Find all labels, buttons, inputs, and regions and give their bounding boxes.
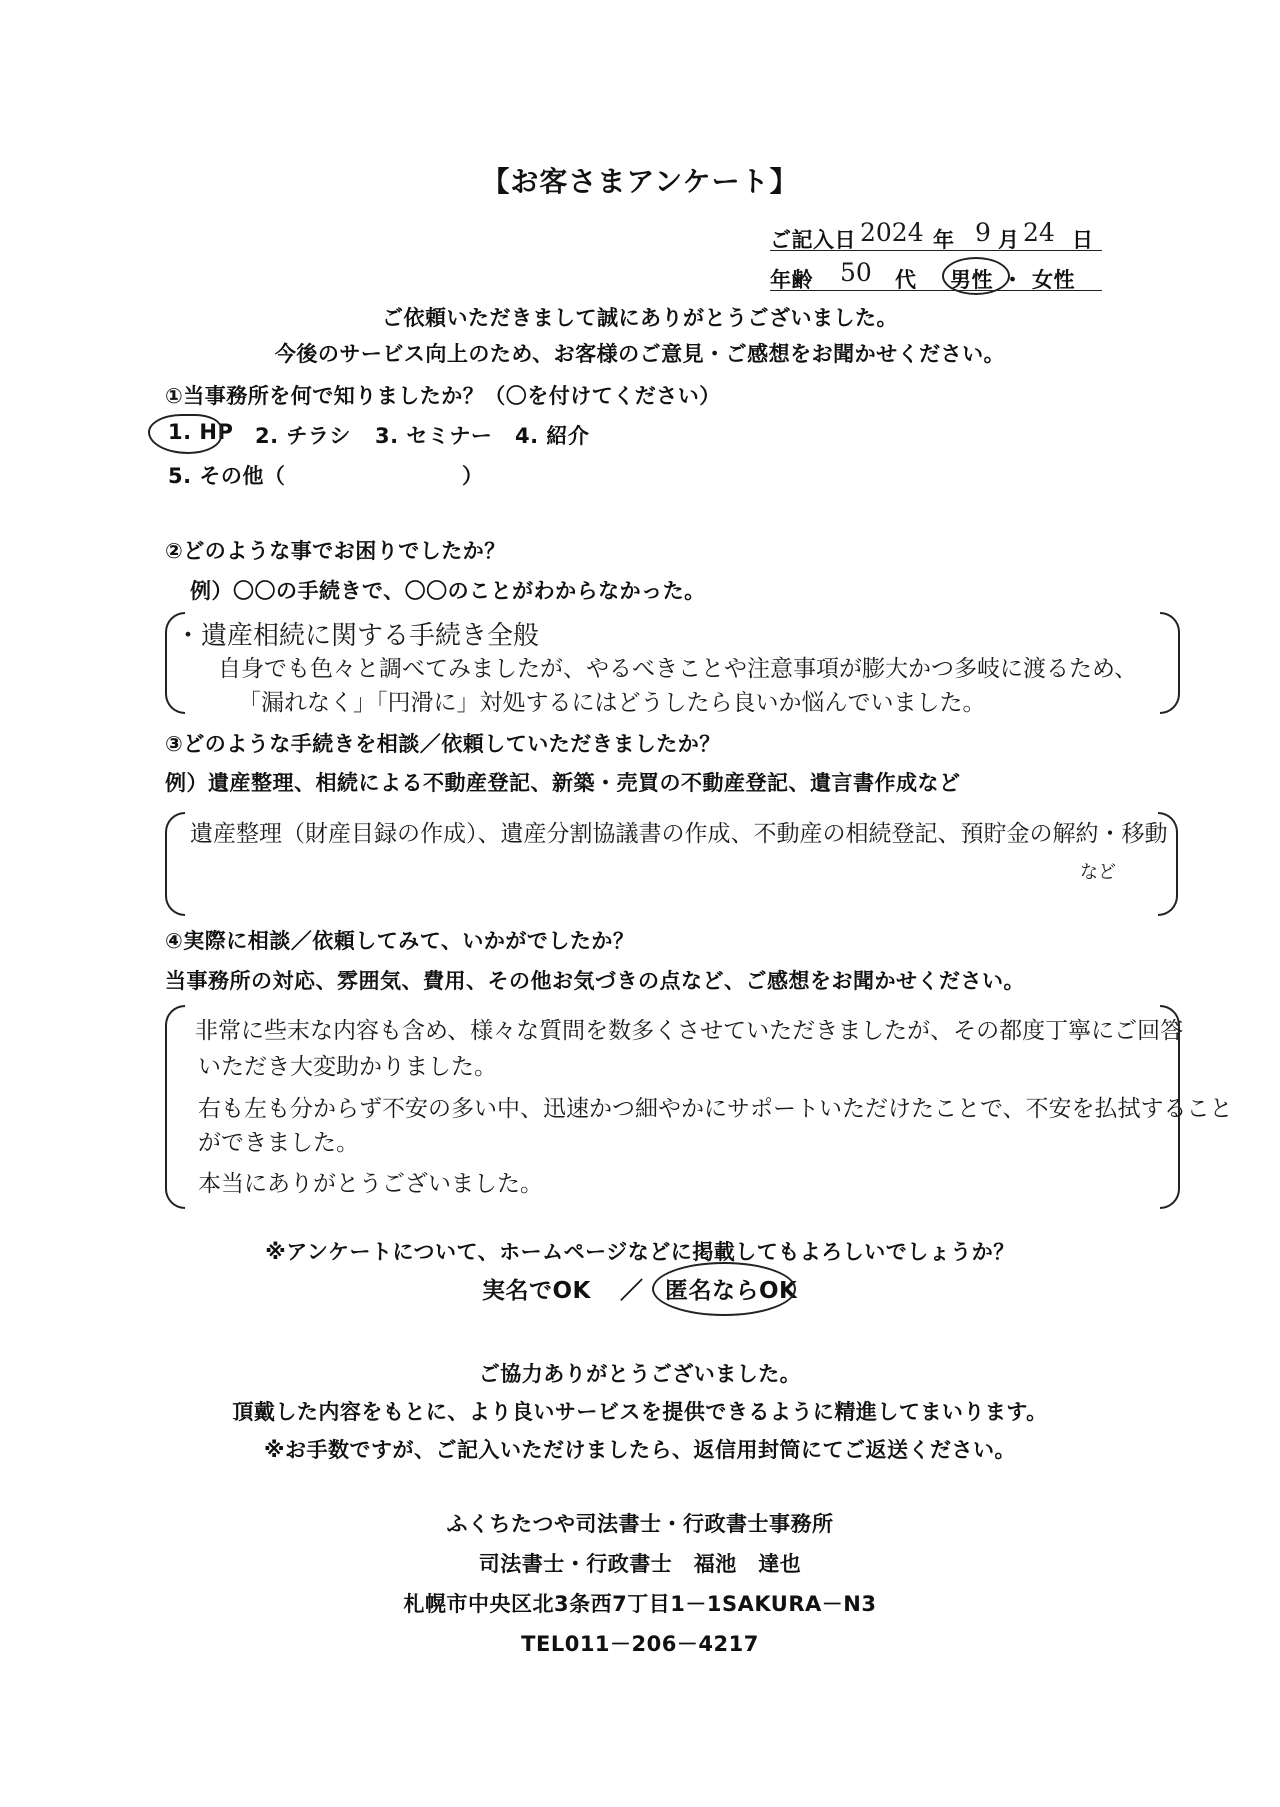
q3-question: ③どのような手続きを相談／依頼していただきましたか？	[165, 732, 721, 756]
date-underline	[770, 250, 1102, 251]
closing-line-1: ご協力ありがとうございました。	[478, 1362, 802, 1386]
q3-answer-line-1: 遺産整理（財産目録の作成）、遺産分割協議書の作成、不動産の相続登記、預貯金の解約・移動	[190, 821, 1168, 847]
intro-line-2: 今後のサービス向上のため、お客様のご意見・ご感想をお聞かせください。	[274, 342, 1006, 366]
survey-title: 【お客さまアンケート】	[481, 165, 799, 198]
date-label: ご記入日	[770, 228, 856, 252]
q4-answer-line-4: ができました。	[198, 1130, 359, 1156]
footer-address: 札幌市中央区北3条西7丁目1－1SAKURA－N3	[403, 1592, 877, 1616]
q1-option-hp: 1. HP	[168, 420, 234, 444]
q3-answer-line-2: など	[1080, 862, 1116, 883]
age-suffix: 代	[895, 268, 917, 292]
month-label: 月	[998, 228, 1020, 252]
q2-question: ②どのような事でお困りでしたか？	[165, 539, 506, 563]
q1-option-other-close: ）	[462, 464, 484, 488]
age-underline	[770, 290, 1102, 291]
q1-option-flyer: 2. チラシ	[255, 424, 351, 448]
anonymous-selection-circle	[652, 1262, 796, 1316]
footer-person: 司法書士・行政書士 福池 達也	[478, 1552, 802, 1576]
q4-question: ④実際に相談／依頼してみて、いかがでしたか？	[165, 929, 635, 953]
q2-answer-line-2: 自身でも色々と調べてみましたが、やるべきことや注意事項が膨大かつ多岐に渡るため、	[218, 656, 1138, 682]
month-value: 9	[975, 218, 991, 247]
q4-answer-line-3: 右も左も分からず不安の多い中、迅速かつ細やかにサポートいただけたことで、不安を払拭すること	[198, 1096, 1233, 1122]
q4-bracket-left	[165, 1005, 185, 1209]
age-gender-row	[770, 258, 1102, 292]
q1-option-seminar: 3. セミナー	[375, 424, 493, 448]
closing-line-2: 頂戴した内容をもとに、より良いサービスを提供できるように精進してまいります。	[232, 1400, 1048, 1424]
q2-bracket-right	[1160, 612, 1180, 714]
q1-question: ①当事務所を何で知りましたか？（〇を付けてください）	[165, 384, 721, 408]
year-label: 年	[933, 228, 955, 252]
day-value: 24	[1023, 218, 1055, 247]
closing-line-3: ※お手数ですが、ご記入いただけましたら、返信用封筒にてご返送ください。	[264, 1438, 1016, 1462]
publish-option-real-name: 実名でOK	[482, 1278, 591, 1304]
intro-line-1: ご依頼いただきまして誠にありがとうございました。	[382, 306, 898, 330]
age-value: 50	[840, 258, 872, 287]
q3-example: 例）遺産整理、相続による不動産登記、新築・売買の不動産登記、遺言書作成など	[165, 771, 961, 795]
publish-option-anonymous: 匿名ならOK	[665, 1278, 798, 1304]
footer-office: ふくちたつや司法書士・行政書士事務所	[446, 1512, 834, 1536]
gender-male: 男性	[950, 268, 993, 292]
publish-separator: ／	[620, 1278, 644, 1304]
publish-question: ※アンケートについて、ホームページなどに掲載してもよろしいでしょうか？	[265, 1240, 1015, 1264]
q4-answer-line-5: 本当にありがとうございました。	[198, 1171, 543, 1197]
q1-option-referral: 4. 紹介	[515, 424, 590, 448]
age-label: 年齢	[770, 268, 813, 292]
q3-bracket-left	[165, 812, 185, 916]
year-value: 2024	[860, 218, 924, 247]
q2-answer-line-3: 「漏れなく」「円滑に」対処するにはどうしたら良いか悩んでいました。	[238, 690, 986, 716]
q1-option-other: 5. その他（	[168, 464, 286, 488]
footer-tel: TEL011－206－4217	[521, 1632, 759, 1656]
gender-separator: ・	[1002, 268, 1024, 292]
day-label: 日	[1072, 228, 1094, 252]
q2-example: 例）〇〇の手続きで、〇〇のことがわからなかった。	[190, 579, 706, 603]
q4-example: 当事務所の対応、雰囲気、費用、その他お気づきの点など、ご感想をお聞かせください。	[165, 969, 1025, 993]
gender-female: 女性	[1032, 268, 1075, 292]
q4-answer-line-1: 非常に些末な内容も含め、様々な質問を数多くさせていただきましたが、その都度丁寧にご回答	[195, 1018, 1184, 1044]
q4-answer-line-2: いただき大変助かりました。	[198, 1054, 497, 1080]
q2-answer-line-1: ・遺産相続に関する手続き全般	[175, 621, 540, 651]
date-row	[770, 218, 1100, 252]
hp-selection-circle	[148, 414, 222, 454]
